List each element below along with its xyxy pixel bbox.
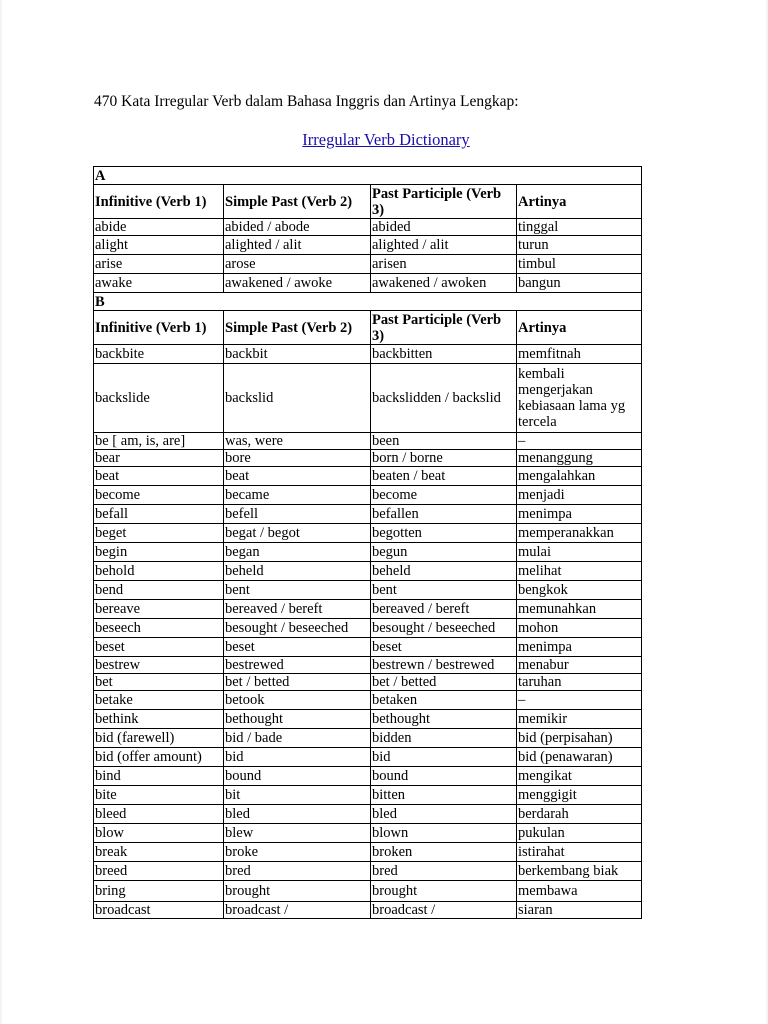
cell-artinya: menimpa	[517, 505, 642, 524]
cell-artinya: siaran	[517, 902, 642, 919]
header-infinitive: Infinitive (Verb 1)	[94, 311, 224, 345]
header-past-participle: Past Participle (Verb 3)	[371, 311, 517, 345]
cell-simple-past: befell	[224, 505, 371, 524]
cell-past-participle: backslidden / backslid	[371, 364, 517, 433]
cell-infinitive: bleed	[94, 805, 224, 824]
cell-simple-past: broadcast /	[224, 902, 371, 919]
table-row	[94, 729, 642, 748]
cell-infinitive: bite	[94, 786, 224, 805]
section-b-rows	[94, 674, 642, 919]
column-header-row	[94, 311, 642, 345]
cell-past-participle: been	[371, 433, 517, 450]
cell-simple-past: backslid	[224, 364, 371, 433]
table-row	[94, 600, 642, 619]
cell-past-participle: bethought	[371, 710, 517, 729]
cell-artinya: bangun	[517, 274, 642, 293]
cell-infinitive: bring	[94, 881, 224, 902]
cell-simple-past: became	[224, 486, 371, 505]
cell-past-participle: backbitten	[371, 345, 517, 364]
cell-simple-past: was, were	[224, 433, 371, 450]
cell-simple-past: bound	[224, 767, 371, 786]
table-row	[94, 805, 642, 824]
table-row	[94, 274, 642, 293]
section-b-rows	[94, 450, 642, 674]
header-simple-past: Simple Past (Verb 2)	[224, 311, 371, 345]
cell-past-participle: bid	[371, 748, 517, 767]
cell-past-participle: beheld	[371, 562, 517, 581]
cell-infinitive: blow	[94, 824, 224, 843]
table-row	[94, 767, 642, 786]
cell-simple-past: begat / begot	[224, 524, 371, 543]
cell-past-participle: become	[371, 486, 517, 505]
cell-past-participle: born / borne	[371, 450, 517, 467]
table-row	[94, 524, 642, 543]
cell-past-participle: arisen	[371, 255, 517, 274]
cell-infinitive: bend	[94, 581, 224, 600]
cell-past-participle: bestrewn / bestrewed	[371, 657, 517, 674]
cell-simple-past: brought	[224, 881, 371, 902]
cell-past-participle: bet / betted	[371, 674, 517, 691]
cell-past-participle: abided	[371, 219, 517, 236]
cell-infinitive: broadcast	[94, 902, 224, 919]
cell-simple-past: bet / betted	[224, 674, 371, 691]
cell-past-participle: besought / beseeched	[371, 619, 517, 638]
cell-past-participle: befallen	[371, 505, 517, 524]
cell-simple-past: began	[224, 543, 371, 562]
document-page	[2, 0, 766, 1024]
table-row	[94, 638, 642, 657]
cell-simple-past: arose	[224, 255, 371, 274]
cell-past-participle: bidden	[371, 729, 517, 748]
table-row	[94, 862, 642, 881]
cell-past-participle: blown	[371, 824, 517, 843]
table-row	[94, 674, 642, 691]
table-row	[94, 657, 642, 674]
dictionary-title-link[interactable]: Irregular Verb Dictionary	[302, 130, 470, 149]
cell-past-participle: begun	[371, 543, 517, 562]
cell-artinya: menggigit	[517, 786, 642, 805]
cell-infinitive: backslide	[94, 364, 224, 433]
cell-past-participle: begotten	[371, 524, 517, 543]
cell-past-participle: bred	[371, 862, 517, 881]
cell-infinitive: beseech	[94, 619, 224, 638]
table-row	[94, 467, 642, 486]
dictionary-title	[2, 130, 768, 150]
table-row	[94, 562, 642, 581]
cell-simple-past: bid / bade	[224, 729, 371, 748]
cell-artinya: mengalahkan	[517, 467, 642, 486]
header-simple-past: Simple Past (Verb 2)	[224, 185, 371, 219]
cell-infinitive: breed	[94, 862, 224, 881]
cell-artinya: menjadi	[517, 486, 642, 505]
cell-artinya: –	[517, 691, 642, 710]
cell-infinitive: alight	[94, 236, 224, 255]
cell-infinitive: backbite	[94, 345, 224, 364]
header-past-participle: Past Participle (Verb 3)	[371, 185, 517, 219]
cell-past-participle: broken	[371, 843, 517, 862]
table-row	[94, 902, 642, 919]
cell-artinya: taruhan	[517, 674, 642, 691]
cell-artinya: membawa	[517, 881, 642, 902]
cell-artinya: mengikat	[517, 767, 642, 786]
table-row	[94, 505, 642, 524]
table-row	[94, 581, 642, 600]
cell-infinitive: behold	[94, 562, 224, 581]
cell-artinya: –	[517, 433, 642, 450]
cell-past-participle: broadcast /	[371, 902, 517, 919]
cell-past-participle: bent	[371, 581, 517, 600]
cell-artinya: memunahkan	[517, 600, 642, 619]
cell-simple-past: abided / abode	[224, 219, 371, 236]
cell-past-participle: bound	[371, 767, 517, 786]
cell-artinya: bid (penawaran)	[517, 748, 642, 767]
cell-simple-past: bred	[224, 862, 371, 881]
cell-past-participle: bitten	[371, 786, 517, 805]
cell-infinitive: bereave	[94, 600, 224, 619]
table-row	[94, 433, 642, 450]
table-row	[94, 450, 642, 467]
cell-infinitive: beat	[94, 467, 224, 486]
table-row	[94, 619, 642, 638]
cell-infinitive: be [ am, is, are]	[94, 433, 224, 450]
cell-simple-past: bled	[224, 805, 371, 824]
cell-simple-past: bethought	[224, 710, 371, 729]
cell-artinya: istirahat	[517, 843, 642, 862]
table-row	[94, 843, 642, 862]
section-header-b	[94, 293, 642, 311]
cell-infinitive: bind	[94, 767, 224, 786]
cell-simple-past: backbit	[224, 345, 371, 364]
cell-infinitive: break	[94, 843, 224, 862]
cell-infinitive: bestrew	[94, 657, 224, 674]
cell-past-participle: awakened / awoken	[371, 274, 517, 293]
cell-infinitive: begin	[94, 543, 224, 562]
cell-infinitive: bet	[94, 674, 224, 691]
cell-infinitive: bethink	[94, 710, 224, 729]
column-header-row	[94, 185, 642, 219]
table-row	[94, 543, 642, 562]
table-row	[94, 486, 642, 505]
cell-simple-past: beat	[224, 467, 371, 486]
cell-artinya: menanggung	[517, 450, 642, 467]
cell-infinitive: awake	[94, 274, 224, 293]
cell-infinitive: arise	[94, 255, 224, 274]
table-row	[94, 691, 642, 710]
cell-artinya: bid (perpisahan)	[517, 729, 642, 748]
cell-simple-past: awakened / awoke	[224, 274, 371, 293]
header-artinya: Artinya	[517, 185, 642, 219]
cell-artinya: bengkok	[517, 581, 642, 600]
cell-artinya: menabur	[517, 657, 642, 674]
cell-infinitive: bid (farewell)	[94, 729, 224, 748]
cell-past-participle: bereaved / bereft	[371, 600, 517, 619]
cell-infinitive: bid (offer amount)	[94, 748, 224, 767]
cell-past-participle: betaken	[371, 691, 517, 710]
cell-simple-past: beset	[224, 638, 371, 657]
cell-artinya: berkembang biak	[517, 862, 642, 881]
table-row	[94, 748, 642, 767]
section-b-rows	[94, 345, 642, 364]
table-row	[94, 881, 642, 902]
section-a-rows	[94, 219, 642, 293]
cell-simple-past: beheld	[224, 562, 371, 581]
table-row	[94, 236, 642, 255]
cell-infinitive: beset	[94, 638, 224, 657]
header-artinya: Artinya	[517, 311, 642, 345]
table-row	[94, 824, 642, 843]
cell-infinitive: befall	[94, 505, 224, 524]
cell-infinitive: beget	[94, 524, 224, 543]
cell-simple-past: bent	[224, 581, 371, 600]
cell-simple-past: alighted / alit	[224, 236, 371, 255]
cell-past-participle: beset	[371, 638, 517, 657]
cell-artinya: turun	[517, 236, 642, 255]
cell-past-participle: alighted / alit	[371, 236, 517, 255]
table-row	[94, 786, 642, 805]
cell-artinya: timbul	[517, 255, 642, 274]
section-header-a	[94, 167, 642, 185]
cell-simple-past: bore	[224, 450, 371, 467]
cell-artinya: melihat	[517, 562, 642, 581]
intro-text: 470 Kata Irregular Verb dalam Bahasa Inggris dan Artinya Lengkap:	[94, 93, 519, 110]
cell-simple-past: bit	[224, 786, 371, 805]
cell-infinitive: abide	[94, 219, 224, 236]
irregular-verb-table	[93, 166, 642, 919]
table-row	[94, 710, 642, 729]
cell-infinitive: betake	[94, 691, 224, 710]
table-row	[94, 255, 642, 274]
cell-infinitive: become	[94, 486, 224, 505]
cell-artinya: memperanakkan	[517, 524, 642, 543]
cell-simple-past: besought / beseeched	[224, 619, 371, 638]
cell-simple-past: betook	[224, 691, 371, 710]
cell-simple-past: bid	[224, 748, 371, 767]
cell-past-participle: beaten / beat	[371, 467, 517, 486]
cell-artinya: mulai	[517, 543, 642, 562]
cell-simple-past: bestrewed	[224, 657, 371, 674]
cell-simple-past: bereaved / bereft	[224, 600, 371, 619]
cell-artinya: kembali mengerjakan kebiasaan lama yg tercela	[517, 364, 642, 433]
cell-simple-past: blew	[224, 824, 371, 843]
section-letter: A	[94, 167, 642, 185]
section-letter: B	[94, 293, 642, 311]
cell-artinya: menimpa	[517, 638, 642, 657]
cell-infinitive: bear	[94, 450, 224, 467]
cell-artinya: tinggal	[517, 219, 642, 236]
table-row	[94, 364, 642, 433]
cell-past-participle: bled	[371, 805, 517, 824]
cell-simple-past: broke	[224, 843, 371, 862]
cell-artinya: memikir	[517, 710, 642, 729]
cell-artinya: mohon	[517, 619, 642, 638]
cell-artinya: berdarah	[517, 805, 642, 824]
table-row	[94, 345, 642, 364]
cell-artinya: memfitnah	[517, 345, 642, 364]
cell-past-participle: brought	[371, 881, 517, 902]
header-infinitive: Infinitive (Verb 1)	[94, 185, 224, 219]
table-row	[94, 219, 642, 236]
cell-artinya: pukulan	[517, 824, 642, 843]
